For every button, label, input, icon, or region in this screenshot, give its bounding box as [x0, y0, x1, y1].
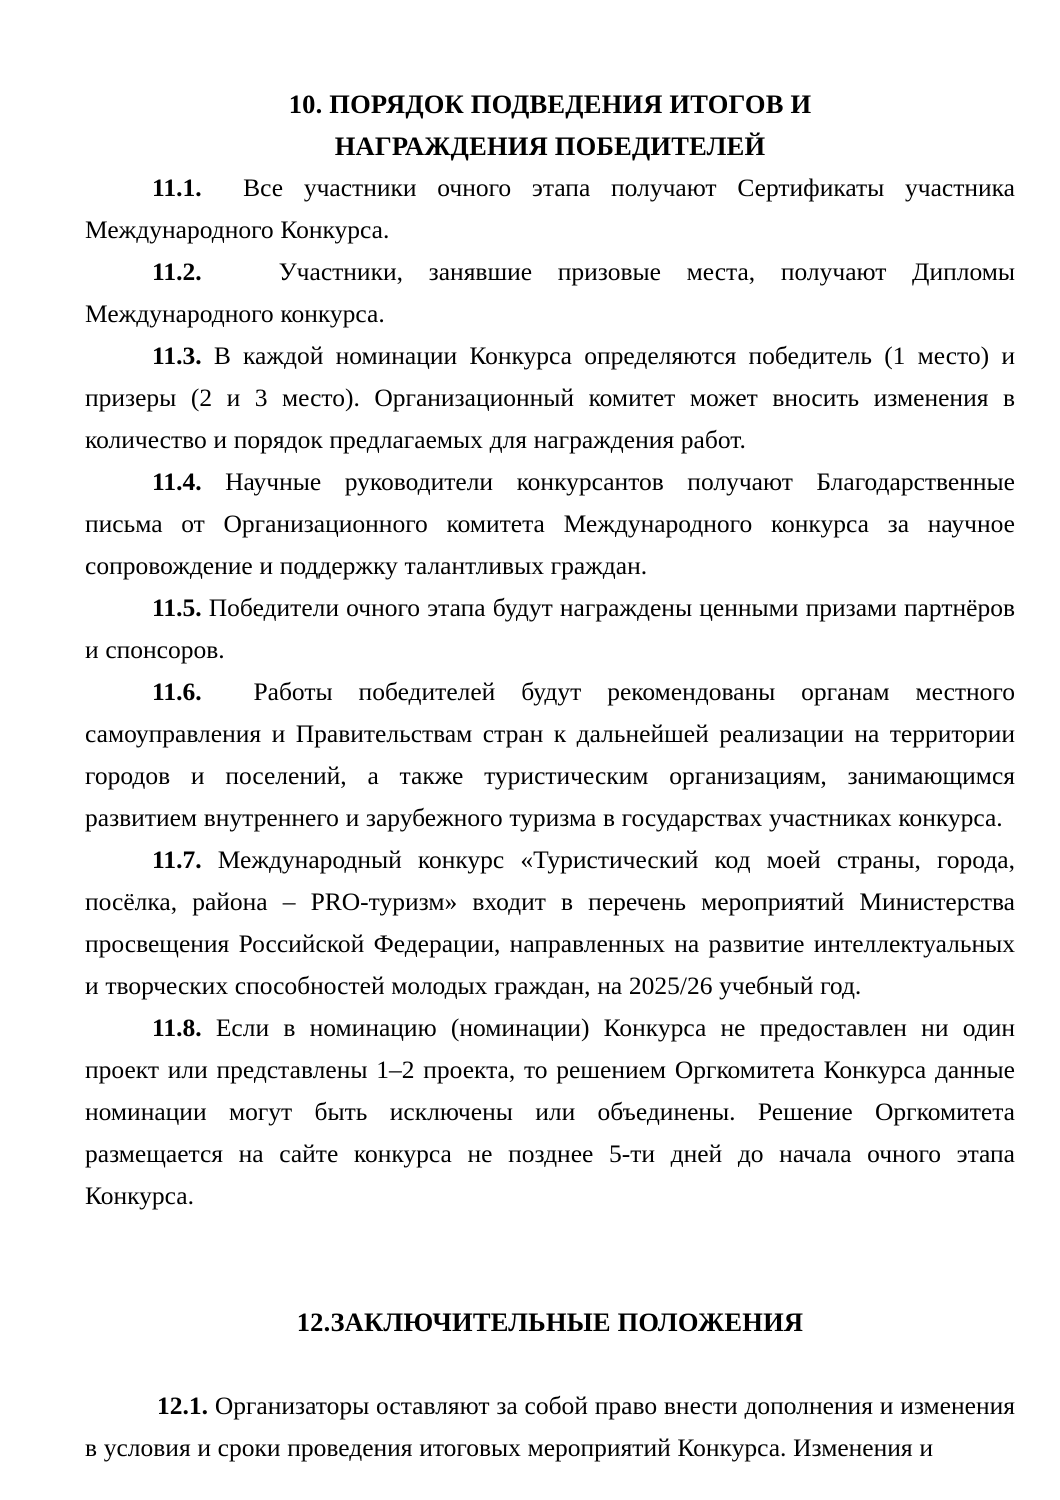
page-content: [85, 0, 1015, 1469]
paragraph-number-11-1: 11.1.: [152, 173, 202, 202]
paragraph-number-11-5: 11.5.: [152, 593, 202, 622]
paragraph-11-4: [85, 461, 1015, 587]
title-block: [85, 0, 1015, 167]
page-title: [85, 83, 1015, 167]
paragraph-number-11-3: 11.3.: [152, 341, 202, 370]
paragraph-11-5: [85, 587, 1015, 671]
section-heading-12: 12.ЗАКЛЮЧИТЕЛЬНЫЕ ПОЛОЖЕНИЯ: [296, 1307, 804, 1337]
paragraph-text-11-8: Если в номинацию (номинации) Конкурса не предоставлен ни один проект или представлены 1–2 проекта, то решением Оргкомитета Конкурса данные номинации могут быть исключены или объединены. Решение Оргкомитета размещается на сайте конкурса не позднее 5-ти дней до начала очного этапа Конкурса.: [85, 1013, 1015, 1210]
paragraph-12-1: [85, 1385, 1015, 1469]
paragraph-number-11-2: 11.2.: [152, 257, 202, 286]
page-title-line-2: НАГРАЖДЕНИЯ ПОБЕДИТЕЛЕЙ: [334, 131, 766, 161]
paragraph-text-11-6: Работы победителей будут рекомендованы органам местного самоуправления и Правительствам стран к дальнейшей реализации на территории городов и поселений, а также туристическим организациям, занимающимся развитием внутреннего и зарубежного туризма в государствах участниках конкурса.: [85, 677, 1015, 832]
paragraph-text-11-5: Победители очного этапа будут награждены ценными призами партнёров и спонсоров.: [85, 593, 1015, 664]
paragraph-text-12-1: Организаторы оставляют за собой право внести дополнения и изменения в условия и сроки проведения итоговых мероприятий Конкурса. Изменения и: [85, 1391, 1015, 1462]
paragraph-11-6: [85, 671, 1015, 839]
paragraph-text-11-3: В каждой номинации Конкурса определяются победитель (1 место) и призеры (2 и 3 место). Организационный комитет может вносить изменения в количество и порядок предлагаемых для награждения работ.: [85, 341, 1015, 454]
paragraph-11-8: [85, 1007, 1015, 1217]
paragraph-number-11-8: 11.8.: [152, 1013, 202, 1042]
paragraph-text-11-4: Научные руководители конкурсантов получают Благодарственные письма от Организационного комитета Международного конкурса за научное сопровождение и поддержку талантливых граждан.: [85, 467, 1015, 580]
paragraph-text-11-7: Международный конкурс «Туристический код моей страны, города, посёлка, района – PRO-туризм» входит в перечень мероприятий Министерства просвещения Российской Федерации, направленных на развитие интеллектуальных и творческих способностей молодых граждан, на 2025/26 учебный год.: [85, 845, 1015, 1000]
paragraph-number-11-7: 11.7.: [152, 845, 202, 874]
paragraph-number-11-6: 11.6.: [152, 677, 202, 706]
section-spacer-after-heading: [85, 1343, 1015, 1385]
paragraph-text-11-1: Все участники очного этапа получают Сертификаты участника Международного Конкурса.: [85, 173, 1016, 244]
paragraph-11-1: [85, 167, 1015, 251]
paragraph-11-7: [85, 839, 1015, 1007]
paragraph-text-11-2: Участники, занявшие призовые места, получают Дипломы Международного конкурса.: [85, 257, 1016, 328]
section-spacer-before-heading: [85, 1217, 1015, 1301]
paragraph-11-3: [85, 335, 1015, 461]
paragraph-number-12-1: 12.1.: [157, 1391, 208, 1420]
paragraph-number-11-4: 11.4.: [152, 467, 202, 496]
paragraph-11-2: [85, 251, 1015, 335]
page-title-line-1: 10. ПОРЯДОК ПОДВЕДЕНИЯ ИТОГОВ И: [288, 89, 812, 119]
